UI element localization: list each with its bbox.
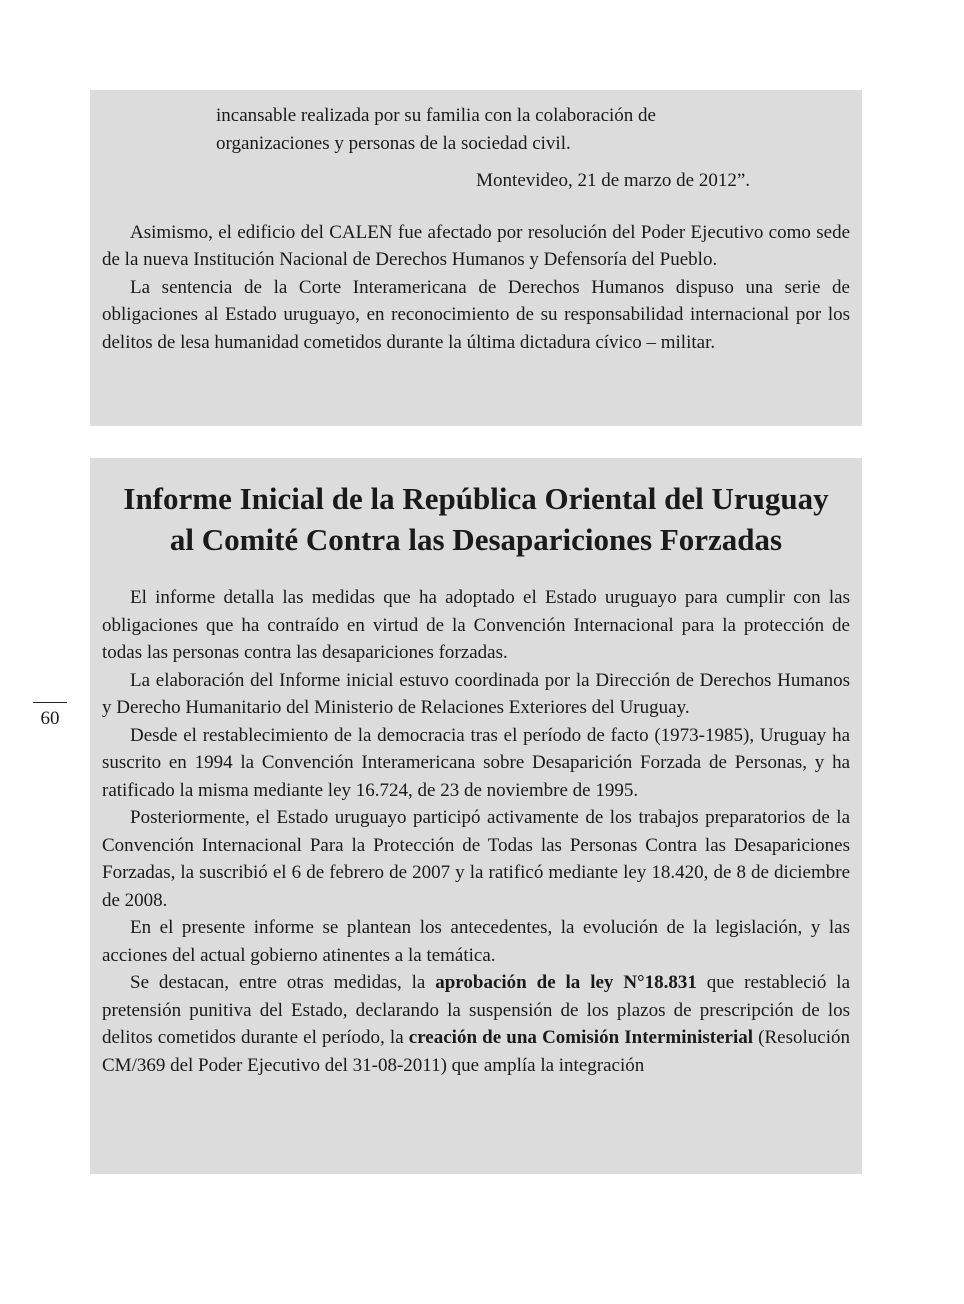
top-text-box bbox=[90, 90, 862, 426]
section-title-line2: al Comité Contra las Desapariciones Forzadas bbox=[169, 522, 783, 557]
paragraph: El informe detalla las medidas que ha adoptado el Estado uruguayo para cumplir con las obligaciones que ha contraído en virtud de la Convención Internacional para la protección de todas las personas contra las desapariciones forzadas. bbox=[102, 587, 850, 663]
bold-commission-text: creación de una Comisión Interministerial bbox=[408, 1027, 754, 1048]
section-title bbox=[102, 478, 850, 560]
text-run: Se destacan, entre otras medidas, la bbox=[130, 972, 436, 993]
paragraph: Posteriormente, el Estado uruguayo participó activamente de los trabajos preparatorios de la Convención Internacional Para la Protección de Todas las Personas Contra las Desapariciones Forzadas, la suscribió el 6 de febrero de 2007 y la ratificó mediante ley 18.420, de 8 de diciembre de 2008. bbox=[102, 807, 850, 911]
top-body-text bbox=[102, 219, 850, 357]
bold-law-text: aprobación de la ley N°18.831 bbox=[435, 972, 697, 993]
section-title-line1: Informe Inicial de la República Oriental del Uruguay bbox=[123, 481, 829, 516]
quote-line: incansable realizada por su familia con la colaboración de bbox=[216, 105, 656, 126]
paragraph-last bbox=[102, 969, 850, 1079]
paragraph: Desde el restablecimiento de la democracia tras el período de facto (1973-1985), Uruguay ha suscrito en 1994 la Convención Interamericana sobre Desaparición Forzada de Personas, y ha ratificado la misma mediante ley 16.724, de 23 de noviembre de 1995. bbox=[102, 724, 850, 801]
text-run: que restableció la pretensión punitiva del Estado, declarando la suspensión de los plazos de prescripción de los delitos cometidos durante el período, la bbox=[102, 972, 851, 1048]
paragraph: La elaboración del Informe inicial estuvo coordinada por la Dirección de Derechos Humanos y Derecho Humanitario del Ministerio de Relaciones Exteriores del Uruguay. bbox=[102, 669, 850, 718]
text-run: (Resolución CM/369 del Poder Ejecutivo del 31-08-2011) que amplía la integración bbox=[102, 1027, 850, 1076]
closing-quote bbox=[216, 102, 750, 195]
report-body-text bbox=[102, 584, 850, 1079]
report-section-box bbox=[90, 458, 862, 1174]
paragraph: En el presente informe se plantean los antecedentes, la evolución de la legislación, y las acciones del actual gobierno atinentes a la temática. bbox=[102, 917, 850, 966]
page-number: 60 bbox=[33, 702, 67, 730]
quote-line: organizaciones y personas de la sociedad civil. bbox=[216, 132, 571, 154]
paragraph: Asimismo, el edificio del CALEN fue afectado por resolución del Poder Ejecutivo como sede de la nueva Institución Nacional de Derechos Humanos y Defensoría del Pueblo. bbox=[102, 221, 850, 270]
paragraph: La sentencia de la Corte Interamericana de Derechos Humanos dispuso una serie de obligaciones al Estado uruguayo, en reconocimiento de su responsabilidad internacional por los delitos de lesa humanidad cometidos durante la última dictadura cívico – militar. bbox=[102, 276, 850, 353]
quote-signature: Montevideo, 21 de marzo de 2012”. bbox=[476, 170, 750, 191]
